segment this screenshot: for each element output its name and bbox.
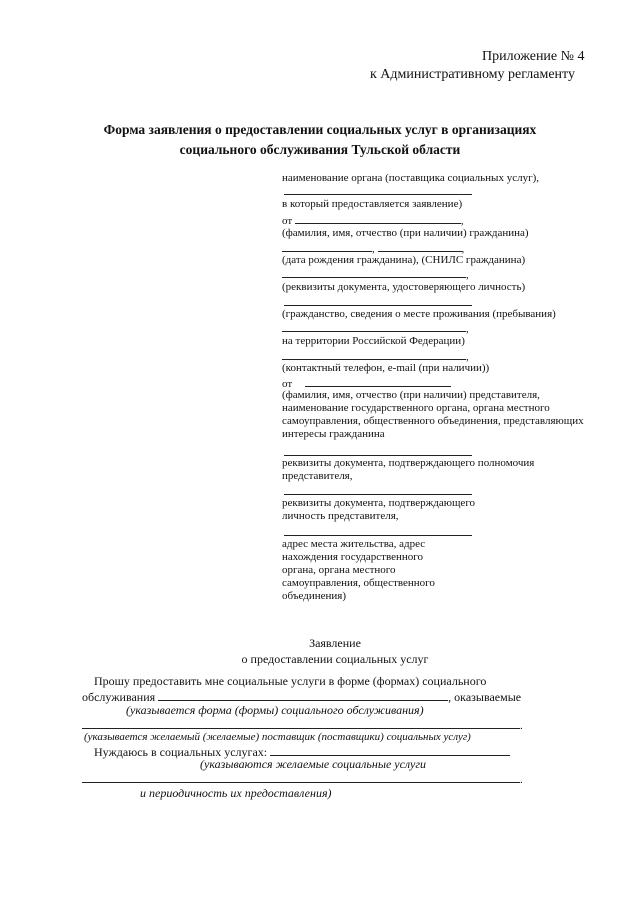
id-doc-label: (реквизиты документа, удостоверяющего личность) — [282, 281, 526, 293]
authority-doc-line[interactable] — [284, 455, 472, 456]
birth-snils-label: (дата рождения гражданина), (СНИЛС гражданина) — [282, 254, 526, 266]
address-label-1: адрес места жительства, адрес — [282, 538, 426, 550]
comma: , — [460, 215, 464, 227]
from-label: от — [282, 215, 293, 227]
rep-from-label: от — [282, 378, 293, 390]
service-form-hint: (указывается форма (формы) социального обслуживания) — [126, 703, 424, 717]
provider-hint: (указывается желаемый (желаемые) поставщик (поставщики) социальных услуг) — [84, 731, 471, 743]
rep-id-label-2: личность представителя, — [282, 510, 399, 522]
provider-field[interactable] — [82, 717, 520, 729]
territory-field[interactable] — [282, 320, 466, 332]
form-title-line1: Форма заявления о предоставлении социальных услуг в организациях — [103, 122, 537, 137]
statement-subtitle: о предоставлении социальных услуг — [241, 652, 429, 666]
contacts-label: (контактный телефон, e-mail (при наличии)) — [282, 362, 490, 374]
authority-label-1: реквизиты документа, подтверждающего полномочия — [282, 457, 535, 469]
rep-fio-field[interactable] — [305, 375, 451, 387]
comma: , — [466, 269, 469, 281]
address-label-2: нахождения государственного — [282, 551, 423, 563]
contacts-field[interactable] — [282, 348, 466, 360]
period: . — [520, 774, 523, 786]
rep-label-1: (фамилия, имя, отчество (при наличии) представителя, — [282, 389, 540, 401]
address-label-4: самоуправления, общественного — [282, 577, 435, 589]
territory-label: на территории Российской Федерации) — [282, 335, 465, 347]
submitted-to-label: в который предоставляется заявление) — [282, 198, 463, 210]
organ-name-label: наименование органа (поставщика социальных услуг), — [282, 172, 539, 184]
comma: , — [372, 243, 375, 255]
snils-field[interactable] — [378, 240, 462, 252]
rep-label-2: наименование государственного органа, органа местного — [282, 402, 550, 414]
need-services-field[interactable] — [270, 744, 510, 756]
address-label-5: объединения) — [282, 590, 346, 602]
citizenship-label: (гражданство, сведения о месте проживания (пребывания) — [282, 308, 556, 320]
appendix-number: Приложение № 4 — [482, 49, 585, 64]
id-doc-field[interactable] — [282, 266, 466, 278]
authority-label-2: представителя, — [282, 470, 353, 482]
citizen-fio-label: (фамилия, имя, отчество (при наличии) гражданина) — [282, 227, 529, 239]
services-hint: (указываются желаемые социальные услуги — [200, 757, 427, 771]
regulation-reference: к Административному регламенту — [370, 67, 575, 82]
birth-date-field[interactable] — [282, 240, 372, 252]
periodicity-hint: и периодичность их предоставления) — [140, 786, 332, 800]
rep-label-3: самоуправления, общественного объединения, представляющих — [282, 415, 584, 427]
comma: , — [466, 323, 469, 335]
rep-id-label-1: реквизиты документа, подтверждающего — [282, 497, 476, 509]
request-line-2: обслуживания — [82, 690, 156, 704]
rep-id-doc-line[interactable] — [284, 494, 472, 495]
periodicity-field[interactable] — [82, 771, 520, 783]
comma: , — [466, 351, 469, 363]
form-title-line2: социального обслуживания Тульской области — [179, 142, 461, 157]
organ-name-line[interactable] — [284, 194, 472, 195]
provided-by-label: , оказываемые — [448, 690, 522, 704]
rep-label-4: интересы гражданина — [282, 428, 385, 440]
address-line[interactable] — [284, 535, 472, 536]
statement-title: Заявление — [309, 636, 361, 650]
period: . — [520, 720, 523, 732]
request-line-1: Прошу предоставить мне социальные услуги в форме (формах) социального — [94, 674, 487, 688]
service-form-field[interactable] — [158, 689, 448, 701]
citizen-fio-field[interactable] — [295, 212, 461, 224]
need-services-label: Нуждаюсь в социальных услугах: — [94, 745, 268, 759]
comma: , — [461, 243, 465, 255]
citizenship-line[interactable] — [284, 305, 472, 306]
address-label-3: органа, органа местного — [282, 564, 396, 576]
